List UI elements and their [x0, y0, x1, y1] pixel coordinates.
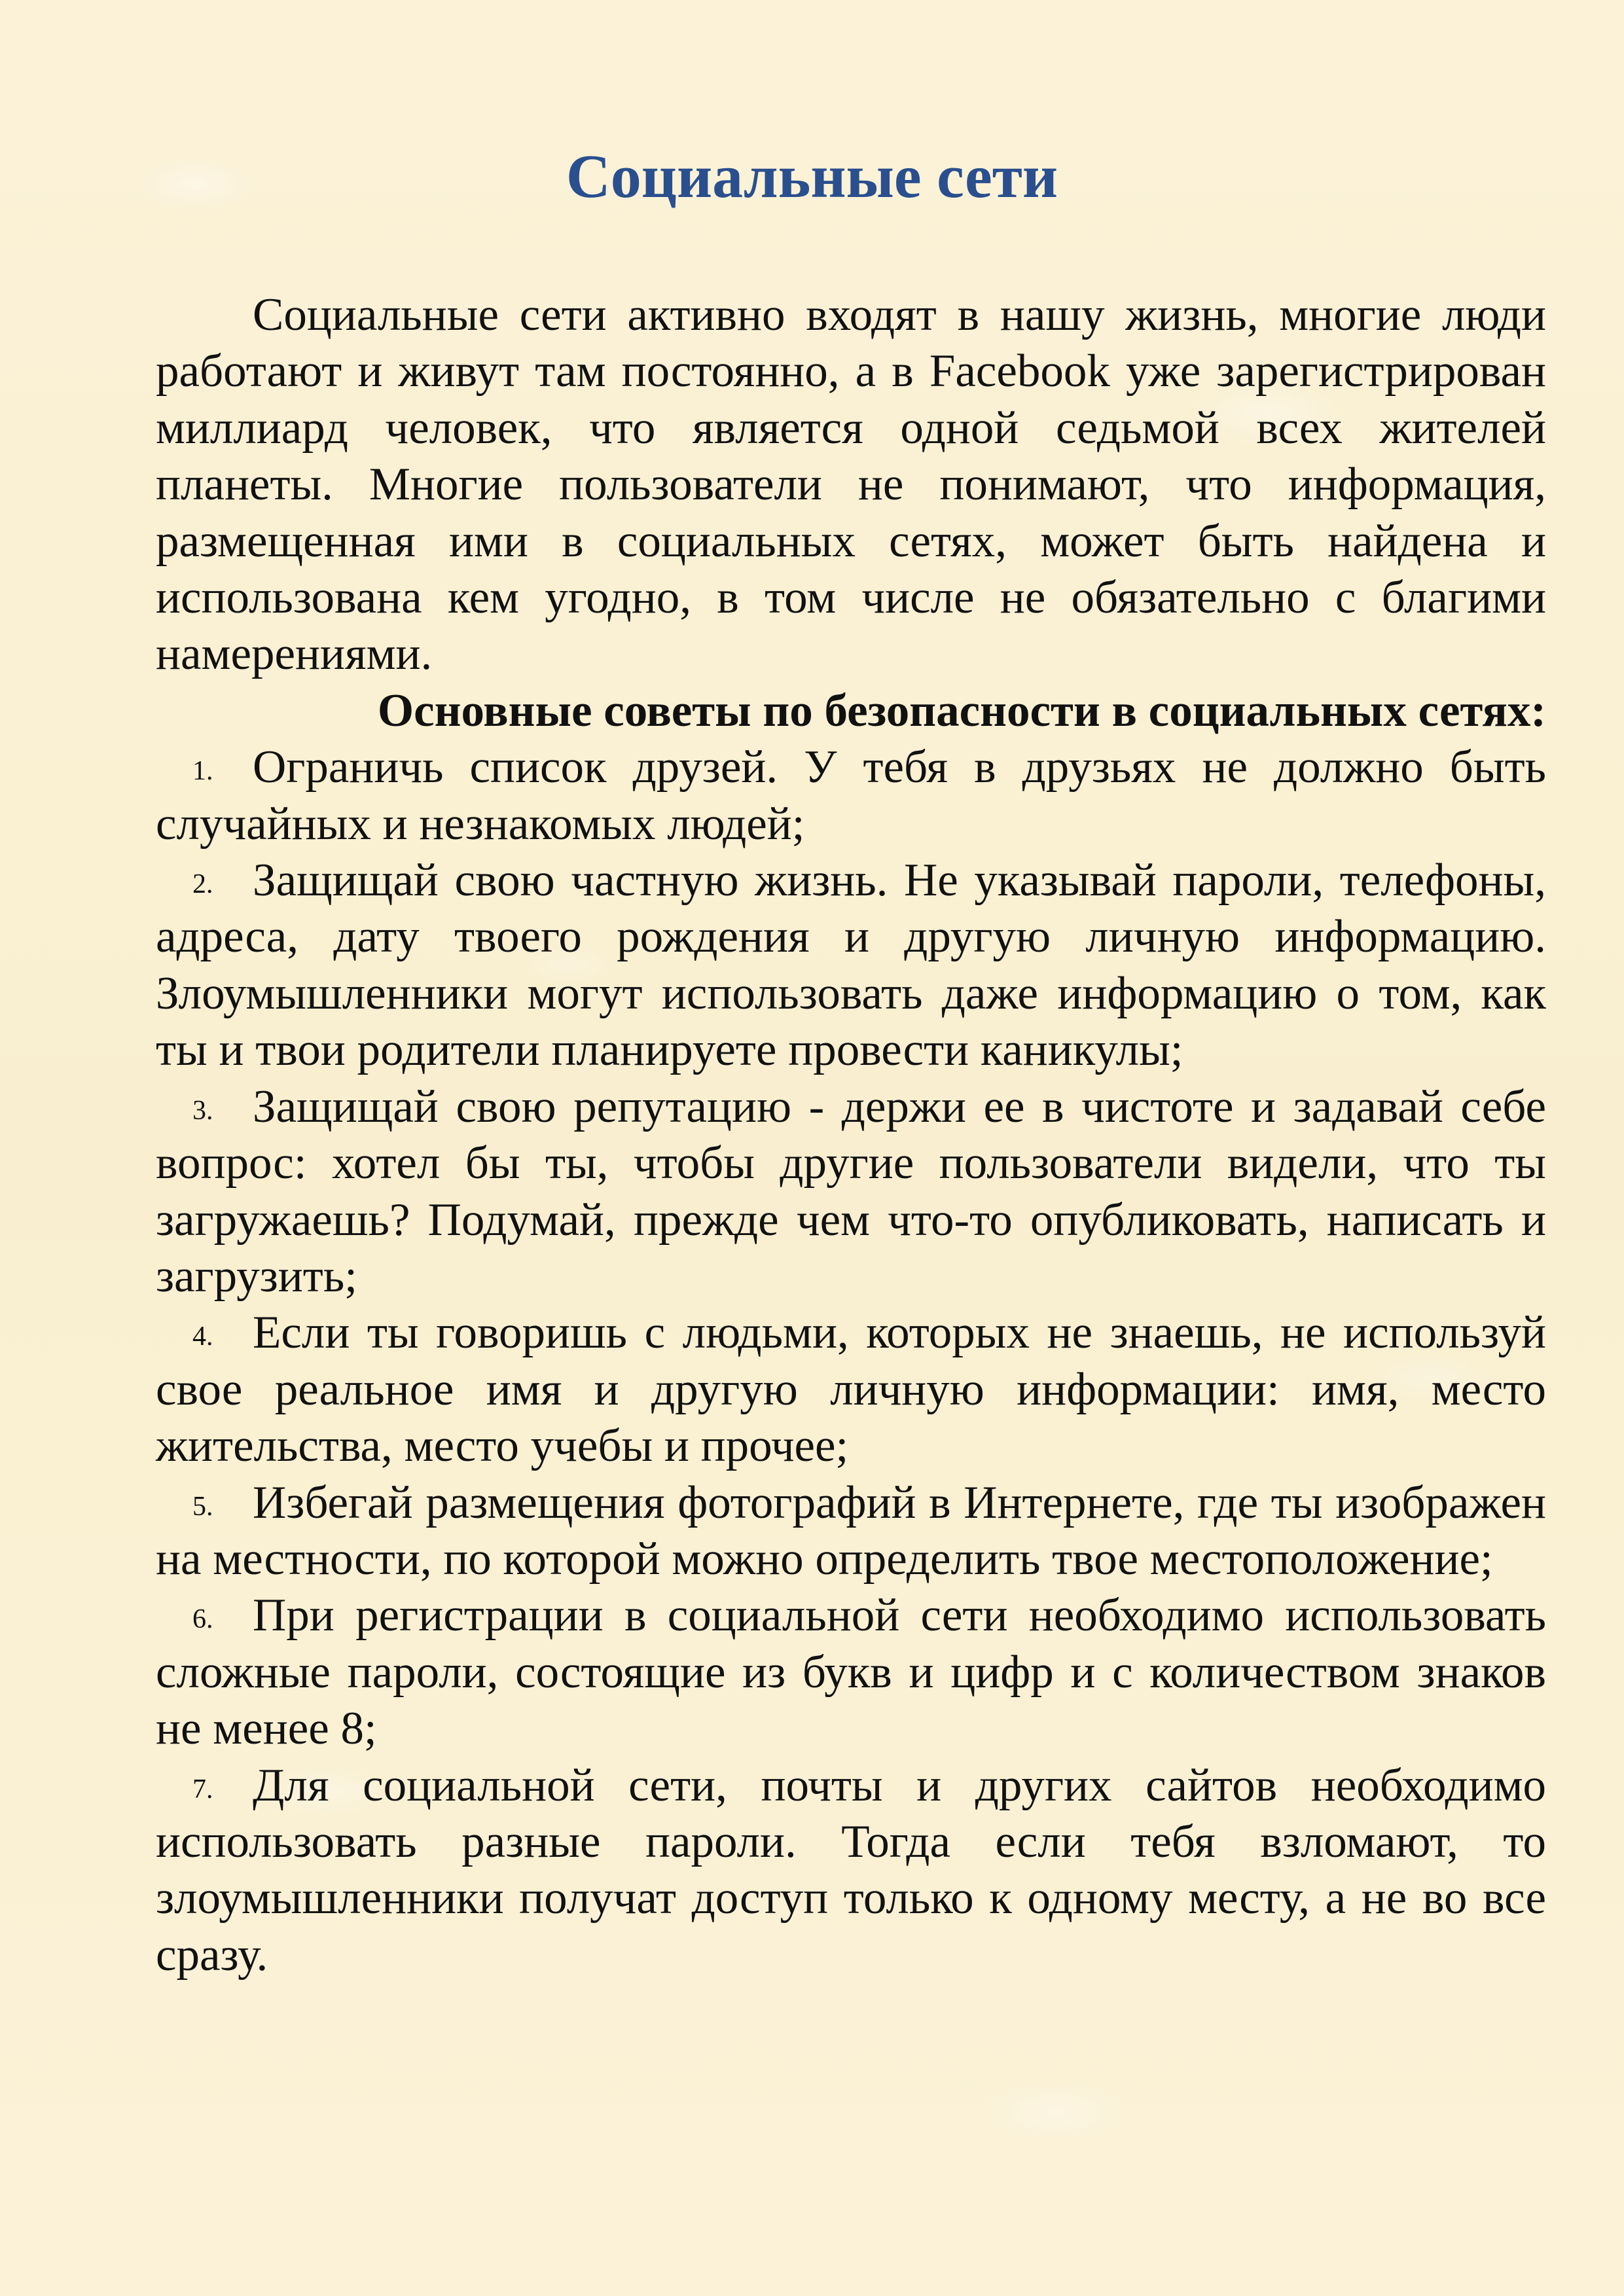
tip-item-7: [156, 1757, 1546, 1984]
tip-number: 2.: [192, 869, 213, 900]
tip-text: Для социальной сети, почты и других сайтов необходимо использовать разные пароли. Тогда если тебя взломают, то злоумышленники получат доступ только к одному месту, а не во все сразу.: [156, 1759, 1546, 1981]
tip-number: 1.: [192, 756, 213, 787]
tip-item-5: [156, 1475, 1546, 1588]
document-body: [156, 287, 1546, 1983]
tip-item-2: [156, 852, 1546, 1079]
tips-heading: Основные советы по безопасности в социальных сетях:: [377, 685, 1546, 736]
tip-number: 4.: [192, 1321, 213, 1352]
tip-text: При регистрации в социальной сети необходимо использовать сложные пароли, состоящие из букв и цифр и с количеством знаков не менее 8;: [156, 1590, 1546, 1755]
tip-text: Ограничь список друзей. У тебя в друзьях не должно быть случайных и незнакомых людей;: [156, 742, 1546, 850]
tip-number: 3.: [192, 1095, 213, 1126]
tip-text: Защищай свою репутацию - держи ее в чистоте и задавай себе вопрос: хотел бы ты, чтобы другие пользователи видели, что ты загружаешь? Подумай, прежде чем что-то опубликовать, написать и загрузить;: [156, 1081, 1546, 1302]
tip-text: Защищай свою частную жизнь. Не указывай пароли, телефоны, адреса, дату твоего рождения и другую личную информацию. Злоумышленники могут использовать даже информацию о том, как ты и твои родители планируете провести каникулы;: [156, 855, 1546, 1076]
tip-item-3: [156, 1079, 1546, 1305]
tip-number: 7.: [192, 1774, 213, 1804]
tip-item-1: [156, 739, 1546, 852]
page-title: Социальные сети: [566, 143, 1058, 211]
tip-text: Избегай размещения фотографий в Интернете, где ты изображен на местности, по которой можно определить твое местоположение;: [156, 1477, 1546, 1585]
tip-item-4: [156, 1304, 1546, 1474]
intro-paragraph: Социальные сети активно входят в нашу жизнь, многие люди работают и живут там постоянно, а в Facebook уже зарегистрирован миллиард человек, что является одной седьмой всех жителей планеты. Многие пользователи не понимают, что информация, размещенная ими в социальных сетях, может быть найдена и использована кем угодно, в том числе не обязательно с благими намерениями.: [156, 289, 1546, 680]
tip-number: 6.: [192, 1604, 213, 1635]
tip-text: Если ты говоришь с людьми, которых не знаешь, не используй свое реальное имя и другую личную информации: имя, место жительства, место учебы и прочее;: [156, 1307, 1546, 1472]
tips-list: [156, 739, 1546, 1983]
tip-item-6: [156, 1587, 1546, 1757]
tip-number: 5.: [192, 1491, 213, 1522]
